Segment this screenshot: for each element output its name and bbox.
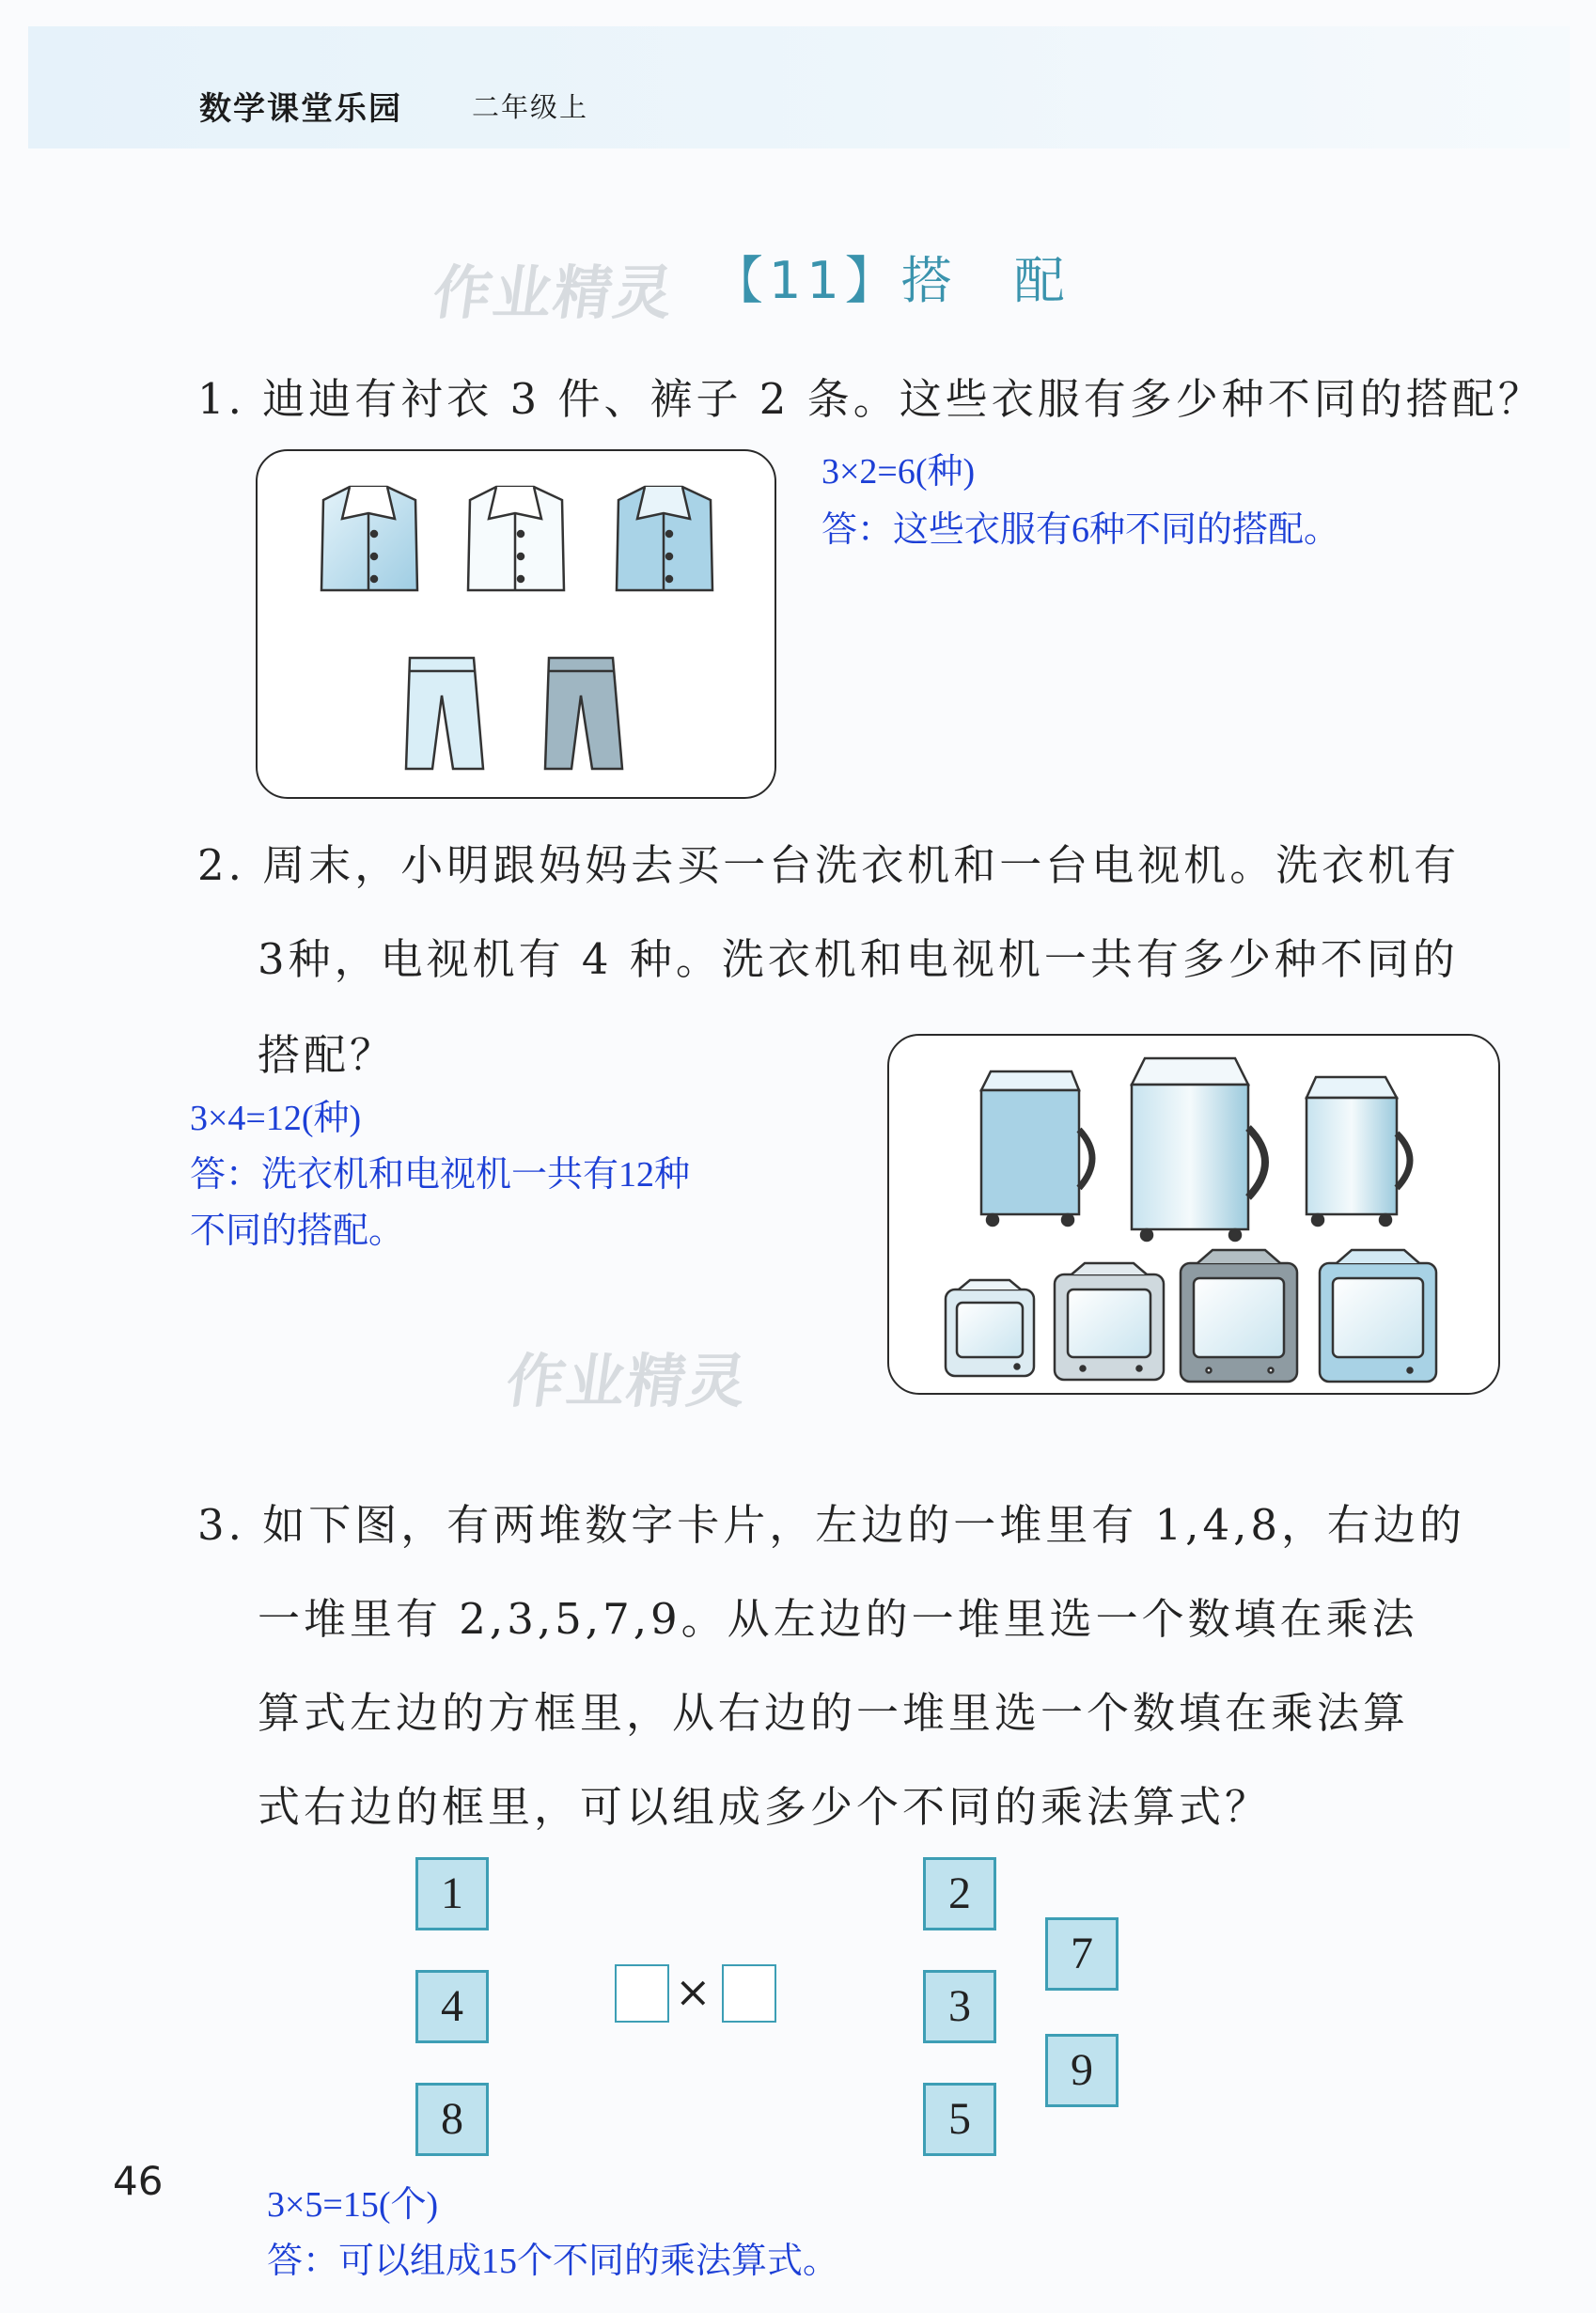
q1-answer-calc: 3×2=6(种) [821,452,976,492]
number-card-left: 1 [415,1857,489,1930]
q2-answer-calc: 3×4=12(种) [190,1099,362,1138]
washing-machine-icon [1307,1077,1410,1226]
watermark-middle: 作业精灵 [502,1347,753,1415]
number-card-right: 7 [1045,1917,1119,1991]
shirt-icon [321,487,417,590]
number-card-left: 4 [415,1970,489,2043]
pants-icon [545,658,622,769]
question-3-line-2: 一堆里有 2,3,5,7,9。从左边的一堆里选一个数填在乘法 [258,1594,1418,1644]
lesson-title: 【11】搭 配 [712,251,1071,310]
question-2-line-1: 2. 周末，小明跟妈妈去买一台洗衣机和一台电视机。洗衣机有 [197,840,1461,890]
number-card-right: 5 [923,2083,996,2156]
question-2-line-3: 搭配？ [258,1030,397,1080]
pants-icon [406,658,483,769]
watermark-top: 作业精灵 [429,258,680,327]
question-3-line-1: 3. 如下图，有两堆数字卡片，左边的一堆里有 1,4,8，右边的 [197,1500,1466,1550]
shirt-icon [468,487,564,590]
number-card-right: 2 [923,1857,996,1930]
book-title: 数学课堂乐园 [199,90,402,128]
number-card-right: 3 [923,1970,996,2043]
question-1-text: 1. 迪迪有衬衣 3 件、裤子 2 条。这些衣服有多少种不同的搭配？ [197,374,1544,424]
question-2-line-2: 3种，电视机有 4 种。洗衣机和电视机一共有多少种不同的 [258,934,1459,984]
q2-answer-text-2: 不同的搭配。 [190,1211,405,1251]
television-icon [1320,1250,1436,1382]
page-number: 46 [113,2158,164,2204]
question-3-line-3: 算式左边的方框里，从右边的一堆里选一个数填在乘法算 [258,1688,1410,1738]
number-card-right: 9 [1045,2034,1119,2107]
washing-machine-icon [1132,1058,1265,1241]
q1-answer-text: 答：这些衣服有6种不同的搭配。 [821,510,1340,550]
question-3-line-4: 式右边的框里，可以组成多少个不同的乘法算式？ [258,1782,1272,1832]
television-icon [946,1280,1034,1376]
shirt-icon [617,487,712,590]
times-sign: × [675,1966,712,2017]
washing-machine-icon [981,1071,1092,1226]
q3-answer-text: 答：可以组成15个不同的乘法算式。 [267,2242,839,2281]
television-icon [1181,1250,1297,1382]
grade-label: 二年级上 [472,91,589,123]
q2-answer-text-1: 答：洗衣机和电视机一共有12种 [190,1155,691,1195]
television-icon [1055,1263,1164,1380]
number-card-left: 8 [415,2083,489,2156]
q3-answer-calc: 3×5=15(个) [267,2185,439,2225]
